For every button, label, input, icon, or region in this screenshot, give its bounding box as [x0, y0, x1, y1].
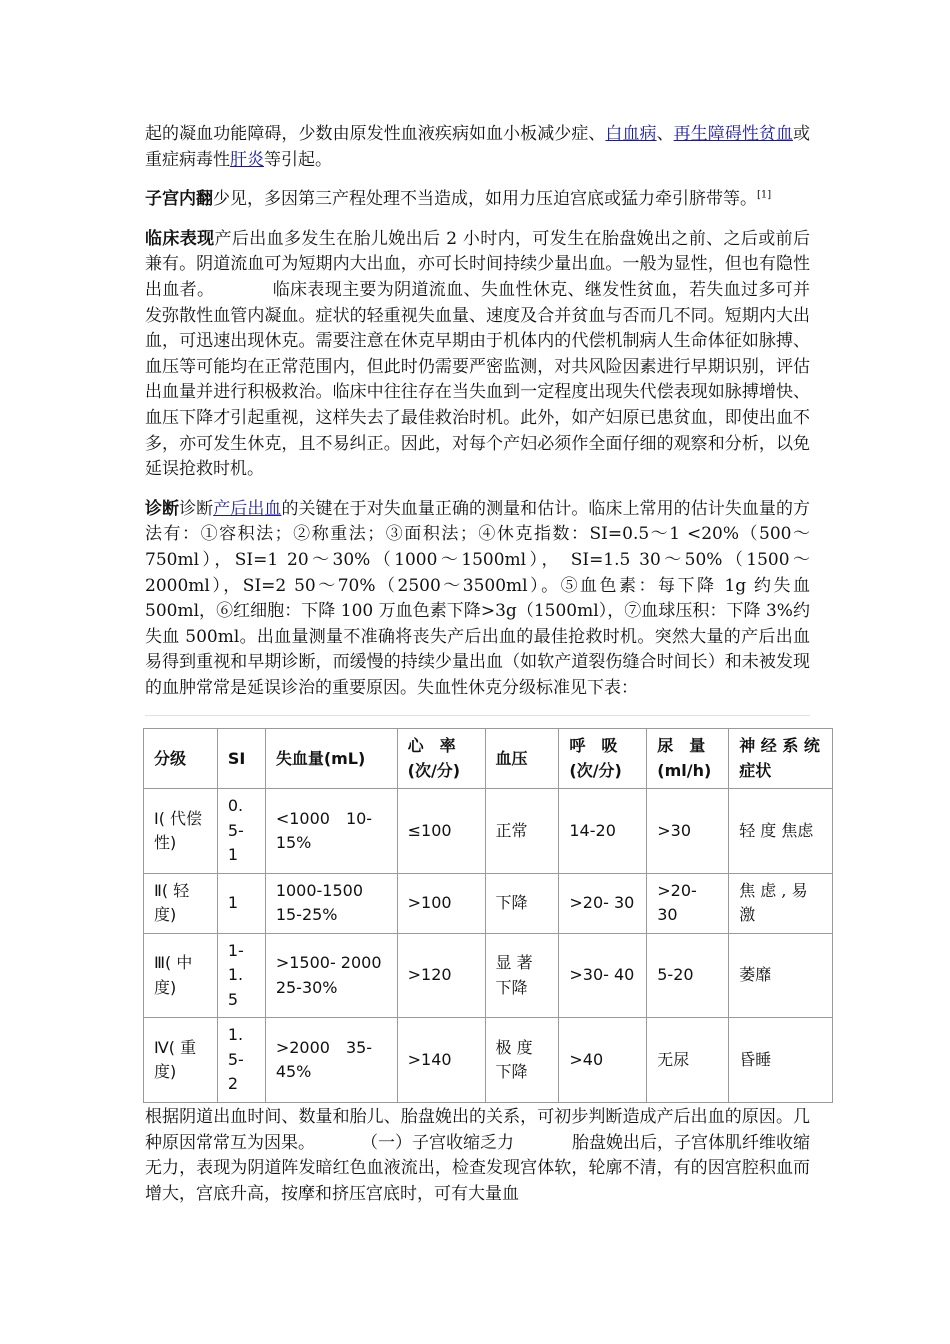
- table-cell: 0. 5- 1: [217, 789, 265, 874]
- table-cell: >30: [647, 789, 729, 874]
- document-page: [145, 122, 820, 1207]
- table-cell: 焦 虑 , 易激: [729, 873, 833, 933]
- link-leukemia[interactable]: 白血病: [605, 124, 657, 144]
- table-cell: 1: [217, 873, 265, 933]
- table-cell: >120: [397, 933, 485, 1018]
- table-cell: Ⅱ( 轻度): [144, 873, 218, 933]
- table-cell: 5-20: [647, 933, 729, 1018]
- table-header-cell: SI: [217, 729, 265, 789]
- table-cell: Ⅰ( 代偿性): [144, 789, 218, 874]
- text: 根据阴道出血时间、数量和胎儿、胎盘娩出的关系，可初步判断造成产后出血的原因。几种原因常常互为因果。: [145, 1106, 810, 1153]
- table-header-cell: 尿 量 (ml/h): [647, 729, 729, 789]
- table-cell: Ⅳ( 重度): [144, 1018, 218, 1103]
- text: 少见，多因第三产程处理不当造成，如用力压迫宫底或猛力牵引脐带等。: [213, 189, 757, 210]
- paragraph-uterine-inversion: [145, 187, 810, 213]
- table-row: [144, 789, 833, 874]
- table-cell: 轻 度 焦虑: [729, 789, 833, 874]
- table-cell: 1000-1500 15-25%: [265, 873, 397, 933]
- table-cell: 下降: [485, 873, 559, 933]
- table-header-row: [144, 729, 833, 789]
- table-cell: 萎靡: [729, 933, 833, 1018]
- table-header-cell: 失血量(mL): [265, 729, 397, 789]
- paragraph-diagnosis: [145, 497, 810, 702]
- text: 产后出血多发生在胎儿娩出后 2 小时内，可发生在胎盘娩出之前、之后或前后兼有。阴道流血可为短期内大出血，亦可长时间持续少量出血。一般为显性，但也有隐性出血者。: [145, 228, 810, 300]
- table-cell: >20- 30: [647, 873, 729, 933]
- link-postpartum-hemorrhage[interactable]: 产后出血: [213, 498, 282, 519]
- table-cell: Ⅲ( 中度): [144, 933, 218, 1018]
- text: 的关键在于对失血量正确的测量和估计。临床上常用的估计失血量的方法有：①容积法；②称重法；③面积法；④休克指数：SI=0.5～1 <20%（500～750ml），SI=1 20～30%（1000～1500ml）， SI=1.5 30～50%（1500～2000ml），SI=2 50～70%（2500～3500ml）。⑤血色素：每下降 1g 约失血 500ml，⑥红细胞：下降 100 万血色素下降>3g（1500ml），⑦血球压积：下降 3%约失血 500ml。出血量测量不准确将丧失产后出血的最佳抢救时机。突然大量的产后出血易得到重视和早期诊断，而缓慢的持续少量出血（如软产道裂伤缝合时间长）和未被发现的血肿常常是延误诊治的重要原因。失血性休克分级标准见下表：: [145, 498, 811, 698]
- table-header-cell: 心 率 (次/分): [397, 729, 485, 789]
- reference-link[interactable]: [1]: [757, 189, 772, 201]
- table-cell: >30- 40: [559, 933, 647, 1018]
- table-cell: >140: [397, 1018, 485, 1103]
- text: 临床表现主要为阴道流血、失血性休克、继发性贫血，若失血过多可并发弥散性血管内凝血。症状的轻重视失血量、速度及合并贫血与否而几不同。短期内大出血，可迅速出现休克。需要注意在休克早期由于机体内的代偿机制病人生命体征如脉搏、血压等可能均在正常范围内，但此时仍需要严密监测，对共风险因素进行早期识别，评估出血量并进行积极救治。临床中往往存在当失血到一定程度出现失代偿表现如脉搏增快、血压下降才引起重视，这样失去了最佳救治时机。此外，如产妇原已患贫血，即使出血不多，亦可发生休克，且不易纠正。因此，对每个产妇必须作全面仔细的观察和分析，以免延误抢救时机。: [145, 279, 811, 480]
- table-cell: >20- 30: [559, 873, 647, 933]
- table-cell: >1500- 2000 25-30%: [265, 933, 397, 1018]
- text: 诊断: [179, 498, 214, 519]
- table-header-cell: 神 经 系 统症状: [729, 729, 833, 789]
- table-cell: ≤100: [397, 789, 485, 874]
- paragraph-causes: [145, 122, 810, 173]
- shock-grading-table: [143, 728, 833, 1103]
- table-row: [144, 933, 833, 1018]
- table-cell: 显 著 下降: [485, 933, 559, 1018]
- table-cell: 1. 5- 2: [217, 1018, 265, 1103]
- table-cell: 正常: [485, 789, 559, 874]
- table-cell: 14-20: [559, 789, 647, 874]
- section-heading-diagnosis: 诊断: [145, 498, 180, 519]
- table-cell: <1000 10-15%: [265, 789, 397, 874]
- table-header-cell: 血压: [485, 729, 559, 789]
- paragraph-causes-analysis: [145, 1105, 810, 1207]
- text: 等引起。: [264, 149, 332, 170]
- link-aplastic-anemia[interactable]: 再生障碍性贫血: [673, 124, 794, 144]
- table-header-cell: 呼 吸 (次/分): [559, 729, 647, 789]
- table-cell: >100: [397, 873, 485, 933]
- table-cell: 昏睡: [729, 1018, 833, 1103]
- table-cell: >40: [559, 1018, 647, 1103]
- text: 胎盘娩出后，子宫体肌纤维收缩无力，表现为阴道阵发暗红色血液流出，检查发现宫体软，轮廓不清，有的因宫腔积血而增大，宫底升高，按摩和挤压宫底时，可有大量血: [145, 1132, 810, 1204]
- section-heading-clinical: 临床表现: [145, 228, 215, 249]
- section-heading-uterine-inversion: 子宫内翻: [145, 189, 213, 210]
- text: 、: [656, 124, 674, 144]
- table-cell: 1- 1. 5: [217, 933, 265, 1018]
- table-cell: 极 度 下降: [485, 1018, 559, 1103]
- text: 或重症病毒性: [145, 124, 811, 170]
- paragraph-clinical-manifestation: [145, 227, 810, 483]
- table-row: [144, 873, 833, 933]
- text: （一）子宫收缩乏力: [361, 1132, 514, 1153]
- table-row: [144, 1018, 833, 1103]
- link-hepatitis[interactable]: 肝炎: [230, 149, 264, 170]
- table-cell: 无尿: [647, 1018, 729, 1103]
- divider: [145, 715, 810, 716]
- text: 起的凝血功能障碍，少数由原发性血液疾病如血小板减少症、: [145, 124, 606, 144]
- table-cell: >2000 35-45%: [265, 1018, 397, 1103]
- table-header-cell: 分级: [144, 729, 218, 789]
